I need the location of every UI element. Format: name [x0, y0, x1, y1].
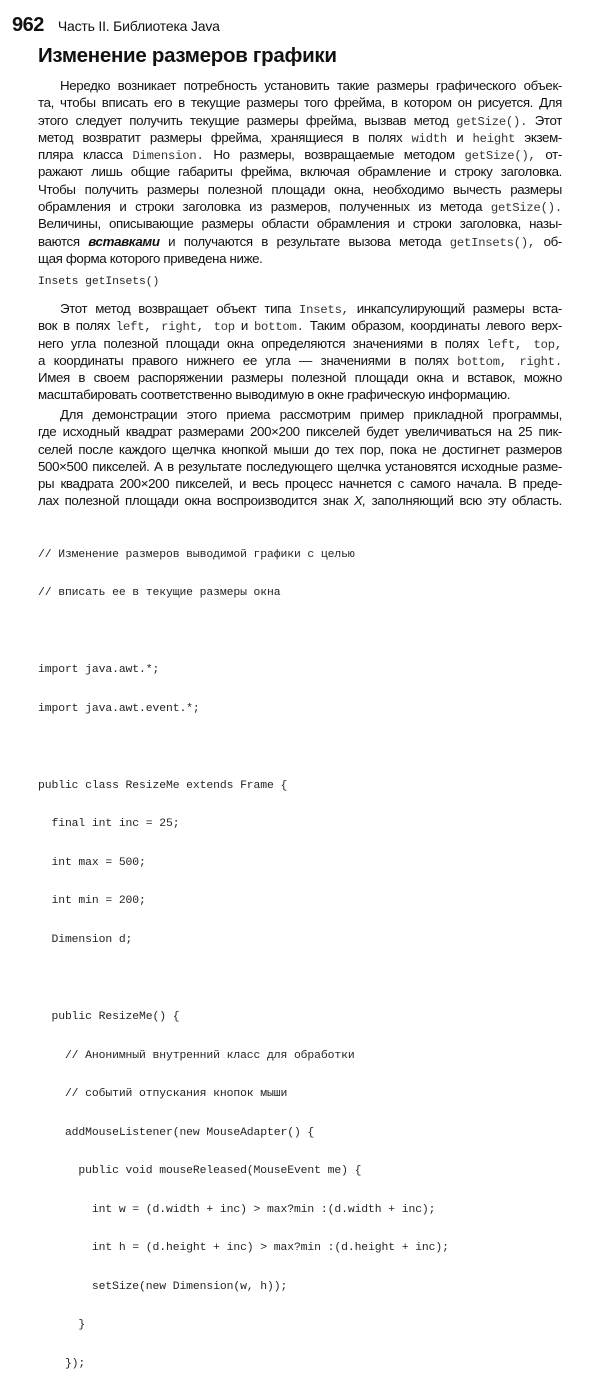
- paragraph-1: [38, 77, 562, 267]
- method-signature: Insets getInsets(): [38, 276, 160, 288]
- text-line: ваются вставками и получаются в результате вызова метода getInsets(), об-: [38, 233, 562, 250]
- code-line: import java.awt.event.*;: [38, 702, 200, 715]
- code-line: int h = (d.height + inc) > max?min :(d.height + inc);: [38, 1242, 449, 1255]
- text-line: где исходный квадрат размерами 200×200 пикселей будет увеличиваться на 25 пик-: [38, 424, 562, 440]
- running-head: [12, 14, 220, 37]
- code-line: [38, 973, 449, 986]
- code-line: import java.awt.*;: [38, 664, 160, 677]
- text-line: этого следует получить текущие размеры фрейма, вызвав метод getSize(). Этот: [38, 112, 562, 129]
- text-line: селей после каждого щелчка кнопкой мыши до тех пор, пока не достигнет размеров: [38, 441, 562, 457]
- page-number: 962: [12, 14, 44, 36]
- text-line: пляра класса Dimension. Но размеры, возвращаемые методом getSize(), от-: [38, 147, 562, 164]
- text-line: та, чтобы вписать его в текущие размеры того фрейма, в котором он рисуется. Для: [38, 95, 562, 111]
- code-line: [38, 626, 449, 639]
- code-line: // Изменение размеров выводимой графики с целью: [38, 548, 355, 561]
- text-line: Для демонстрации этого приема рассмотрим пример прикладной программы,: [60, 407, 562, 422]
- text-line: масштабировать соответственно выводимую в окне графическую информацию.: [38, 387, 511, 403]
- text-line: ражают лишь общие габариты фрейма, включая обрамление и строку заголовка.: [38, 164, 562, 180]
- text-line: него угла полезной площади окна определяются значениями в полях left, top,: [38, 335, 562, 352]
- text-line: Величины, описывающие размеры области обрамления и строки заголовка, назы-: [38, 216, 562, 232]
- text-line: а координаты правого нижнего ее угла — значениями в полях bottom, right.: [38, 352, 562, 369]
- code-line: public ResizeMe() {: [38, 1011, 180, 1024]
- text-line: Имея в своем распоряжении размеры полезной площади окна и вставок, можно: [38, 370, 562, 386]
- code-line: addMouseListener(new MouseAdapter() {: [38, 1126, 315, 1139]
- text-line: обрамления и строки заголовка из размеров, полученных из метода getSize().: [38, 199, 562, 216]
- code-line: });: [38, 1357, 86, 1370]
- code-line: int min = 200;: [38, 895, 146, 908]
- code-listing: [38, 523, 449, 1396]
- running-section-title: Часть II. Библиотека Java: [57, 18, 220, 34]
- code-line: [38, 741, 449, 754]
- text-line: вок в полях left, right, top и bottom. Таким образом, координаты левого верх-: [38, 318, 562, 335]
- text-line: лах полезной площади окна воспроизводится знак X, заполняющий всю эту область.: [38, 493, 562, 509]
- code-line: setSize(new Dimension(w, h));: [38, 1280, 288, 1293]
- text-line: Нередко возникает потребность установить такие размеры графического объек-: [60, 78, 562, 93]
- code-line: // событий отпускания кнопок мыши: [38, 1088, 288, 1101]
- code-line: final int inc = 25;: [38, 818, 180, 831]
- text-line: метод возвратит размеры фрейма, хранящиеся в полях width и height экзем-: [38, 129, 562, 146]
- code-line: int w = (d.width + inc) > max?min :(d.width + inc);: [38, 1203, 436, 1216]
- code-line: int max = 500;: [38, 856, 146, 869]
- code-line: public class ResizeMe extends Frame {: [38, 779, 288, 792]
- code-line: // Анонимный внутренний класс для обработки: [38, 1049, 355, 1062]
- text-line: ры квадрата 200×200 пикселей, и весь процесс начнется с самого начала. В преде-: [38, 476, 562, 492]
- code-line: }: [38, 1319, 86, 1332]
- text-line: щая форма которого приведена ниже.: [38, 250, 263, 266]
- text-line: 500×500 пикселей. А в результате последующего щелчка установятся исходные разме-: [38, 458, 562, 474]
- text-line: Чтобы получить размеры полезной площади окна, необходимо вычесть размеры: [38, 181, 562, 197]
- code-line: public void mouseReleased(MouseEvent me) {: [38, 1165, 362, 1178]
- code-line: Dimension d;: [38, 934, 133, 946]
- text-line: Этот метод возвращает объект типа Insets, инкапсулирующий размеры вста-: [60, 301, 562, 317]
- code-line: // вписать ее в текущие размеры окна: [38, 587, 281, 600]
- paragraph-2: [38, 300, 562, 404]
- paragraph-3: [38, 406, 562, 510]
- section-heading: Изменение размеров графики: [38, 44, 337, 67]
